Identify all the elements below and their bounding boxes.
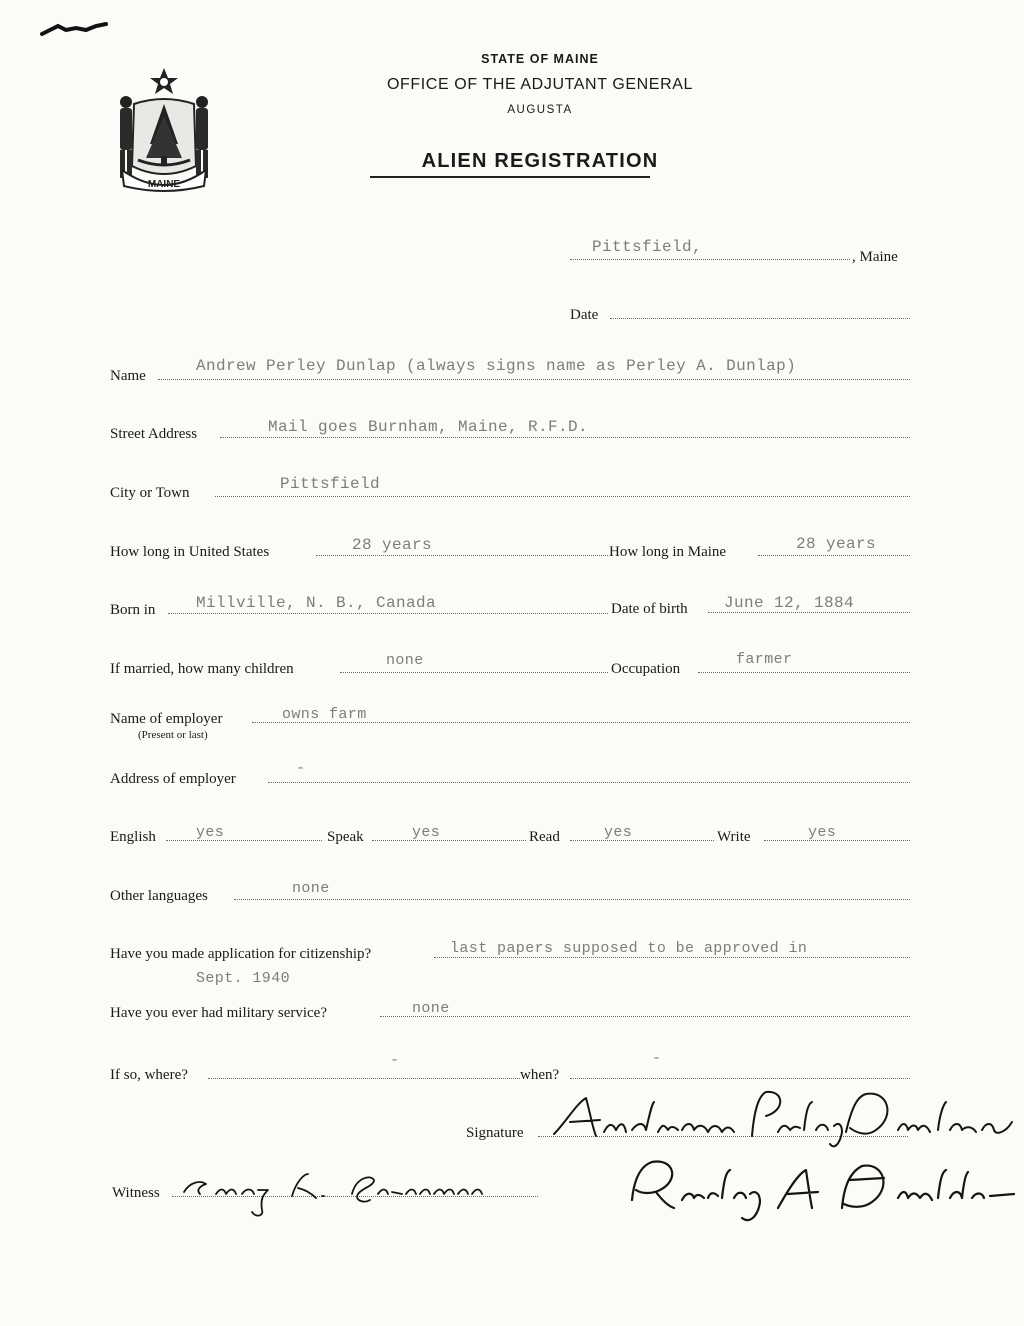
citizenship-value-line1: last papers supposed to be approved in xyxy=(450,940,808,957)
where-label: If so, where? xyxy=(110,1067,188,1083)
date-label: Date xyxy=(570,307,599,323)
write-line xyxy=(764,840,910,841)
employer-label: Name of employer xyxy=(110,711,223,727)
name-line xyxy=(158,379,910,380)
born-in-label: Born in xyxy=(110,602,156,618)
signature-2-image xyxy=(622,1150,1022,1230)
date-line xyxy=(610,318,910,319)
maine-seal-icon xyxy=(112,66,216,194)
street-address-line xyxy=(220,437,910,438)
how-long-us-value: 28 years xyxy=(352,536,433,554)
how-long-maine-line xyxy=(758,555,910,556)
children-line xyxy=(340,672,608,673)
speak-label: Speak xyxy=(327,829,364,845)
employer-address-line xyxy=(268,782,910,783)
seal-text: MAINE xyxy=(147,179,181,190)
title-underline xyxy=(370,176,650,178)
speak-value: yes xyxy=(412,824,441,841)
street-address-value: Mail goes Burnham, Maine, R.F.D. xyxy=(268,418,589,436)
date-of-birth-label: Date of birth xyxy=(611,601,688,617)
signature-label: Signature xyxy=(466,1125,524,1141)
form-title: ALIEN REGISTRATION xyxy=(421,150,659,172)
employer-address-value: - xyxy=(296,760,306,777)
corner-mark xyxy=(40,18,110,40)
military-value: none xyxy=(412,1000,450,1017)
signature-1-image xyxy=(546,1082,1022,1152)
write-value: yes xyxy=(808,824,837,841)
how-long-maine-value: 28 years xyxy=(796,535,877,553)
born-in-line xyxy=(168,613,608,614)
employer-value: owns farm xyxy=(282,706,367,723)
when-line xyxy=(570,1078,910,1079)
read-label: Read xyxy=(529,829,560,845)
when-value: - xyxy=(652,1050,662,1067)
when-label: when? xyxy=(520,1067,560,1083)
citizenship-value-line2: Sept. 1940 xyxy=(196,970,291,987)
speak-line xyxy=(372,840,526,841)
military-label: Have you ever had military service? xyxy=(110,1005,327,1021)
citizenship-label: Have you made application for citizenship? xyxy=(110,946,372,962)
date-of-birth-line xyxy=(708,612,910,613)
employer-note: (Present or last) xyxy=(138,729,208,741)
other-languages-label: Other languages xyxy=(110,888,208,904)
occupation-label: Occupation xyxy=(611,661,681,677)
english-line xyxy=(166,840,322,841)
other-languages-value: none xyxy=(292,880,330,897)
english-label: English xyxy=(110,829,156,845)
office-heading: OFFICE OF THE ADJUTANT GENERAL xyxy=(386,76,694,93)
military-line xyxy=(380,1016,910,1017)
read-line xyxy=(570,840,714,841)
children-value: none xyxy=(386,652,424,669)
city-town-line xyxy=(215,496,910,497)
occupation-line xyxy=(698,672,910,673)
city-town-label: City or Town xyxy=(110,485,190,501)
maine-label: , Maine xyxy=(852,249,898,265)
name-value: Andrew Perley Dunlap (always signs name as Perley A. Dunlap) xyxy=(196,357,797,375)
occupation-value: farmer xyxy=(736,651,793,668)
children-label: If married, how many children xyxy=(110,661,294,677)
name-label: Name xyxy=(110,368,146,384)
city-heading: AUGUSTA xyxy=(507,104,573,116)
how-long-us-line xyxy=(316,555,608,556)
place-value: Pittsfield, xyxy=(592,238,703,256)
born-in-value: Millville, N. B., Canada xyxy=(196,594,437,612)
how-long-maine-label: How long in Maine xyxy=(609,544,727,560)
employer-address-label: Address of employer xyxy=(110,771,236,787)
where-value: - xyxy=(390,1052,400,1069)
write-label: Write xyxy=(717,829,751,845)
state-heading: STATE OF MAINE xyxy=(481,52,599,66)
where-line xyxy=(208,1078,520,1079)
read-value: yes xyxy=(604,824,633,841)
witness-label: Witness xyxy=(112,1185,160,1201)
date-of-birth-value: June 12, 1884 xyxy=(724,594,855,612)
place-line xyxy=(570,259,850,260)
witness-signature-image xyxy=(176,1160,516,1220)
english-value: yes xyxy=(196,824,225,841)
street-address-label: Street Address xyxy=(110,426,198,442)
city-town-value: Pittsfield xyxy=(280,475,381,493)
how-long-us-label: How long in United States xyxy=(110,544,270,560)
other-languages-line xyxy=(234,899,910,900)
